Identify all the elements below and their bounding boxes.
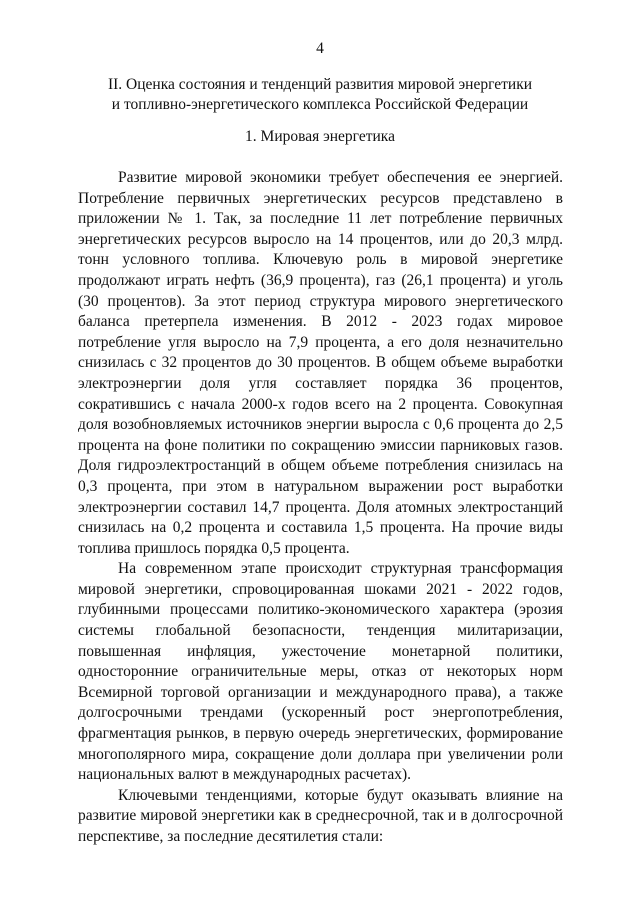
page-number: 4: [316, 40, 324, 57]
subsection-title: 1. Мировая энергетика: [245, 128, 395, 145]
section-title-line-1: II. Оценка состояния и тенденций развития мировой энергетики: [107, 76, 533, 93]
body-text: [78, 168, 563, 848]
paragraph-2: На современном этапе происходит структурная трансформация мировой энергетики, спровоцированная шоками 2021 - 2022 годов, глубинными процессами политико-экономического характера (эрозия системы глобальной безопасности, тенденция милитаризации, повышенная инфляция, ужесточение монетарной политики, односторонние ограничительные меры, отказ от некоторых норм Всемирной торговой организации и международного права), а также долгосрочными трендами (ускоренный рост энергопотребления, фрагментация рынков, в первую очередь энергетических, формирование многополярного мира, сокращение доли доллара при увеличении роли национальных валют в международных расчетах).: [78, 560, 563, 784]
paragraph-3: Ключевыми тенденциями, которые будут оказывать влияние на развитие мировой энергетики как в среднесрочной, так и в долгосрочной перспективе, за последние десятилетия стали:: [78, 786, 563, 845]
paragraph-1: Развитие мировой экономики требует обеспечения ее энергией. Потребление первичных энергетических ресурсов представлено в приложении № 1. Так, за последние 11 лет потребление первичных энергетических ресурсов выросло на 14 процентов, или до 20,3 млрд. тонн условного топлива. Ключевую роль в мировой энергетике продолжают играть нефть (36,9 процента), газ (26,1 процента) и уголь (30 процентов). За этот период структура мирового энергетического баланса претерпела изменения. В 2012 - 2023 годах мировое потребление угля выросло на 7,9 процента, а его доля незначительно снизилась с 32 процентов до 30 процентов. В общем объеме выработки электроэнергии доля угля составляет порядка 36 процентов, сократившись с начала 2000-х годов всего на 2 процента. Совокупная доля возобновляемых источников энергии выросла с 0,6 процента до 2,5 процента на фоне политики по сокращению эмиссии парниковых газов. Доля гидроэлектростанций в общем объеме потребления снизилась на 0,3 процента, при этом в натуральном выражении рост выработки электроэнергии составил 14,7 процента. Доля атомных электростанций снизилась на 0,2 процента и составила 1,5 процента. На прочие виды топлива пришлось порядка 0,5 процента.: [78, 169, 563, 557]
section-title-line-2: и топливно-энергетического комплекса Российской Федерации: [111, 96, 529, 113]
section-title: [60, 75, 580, 115]
